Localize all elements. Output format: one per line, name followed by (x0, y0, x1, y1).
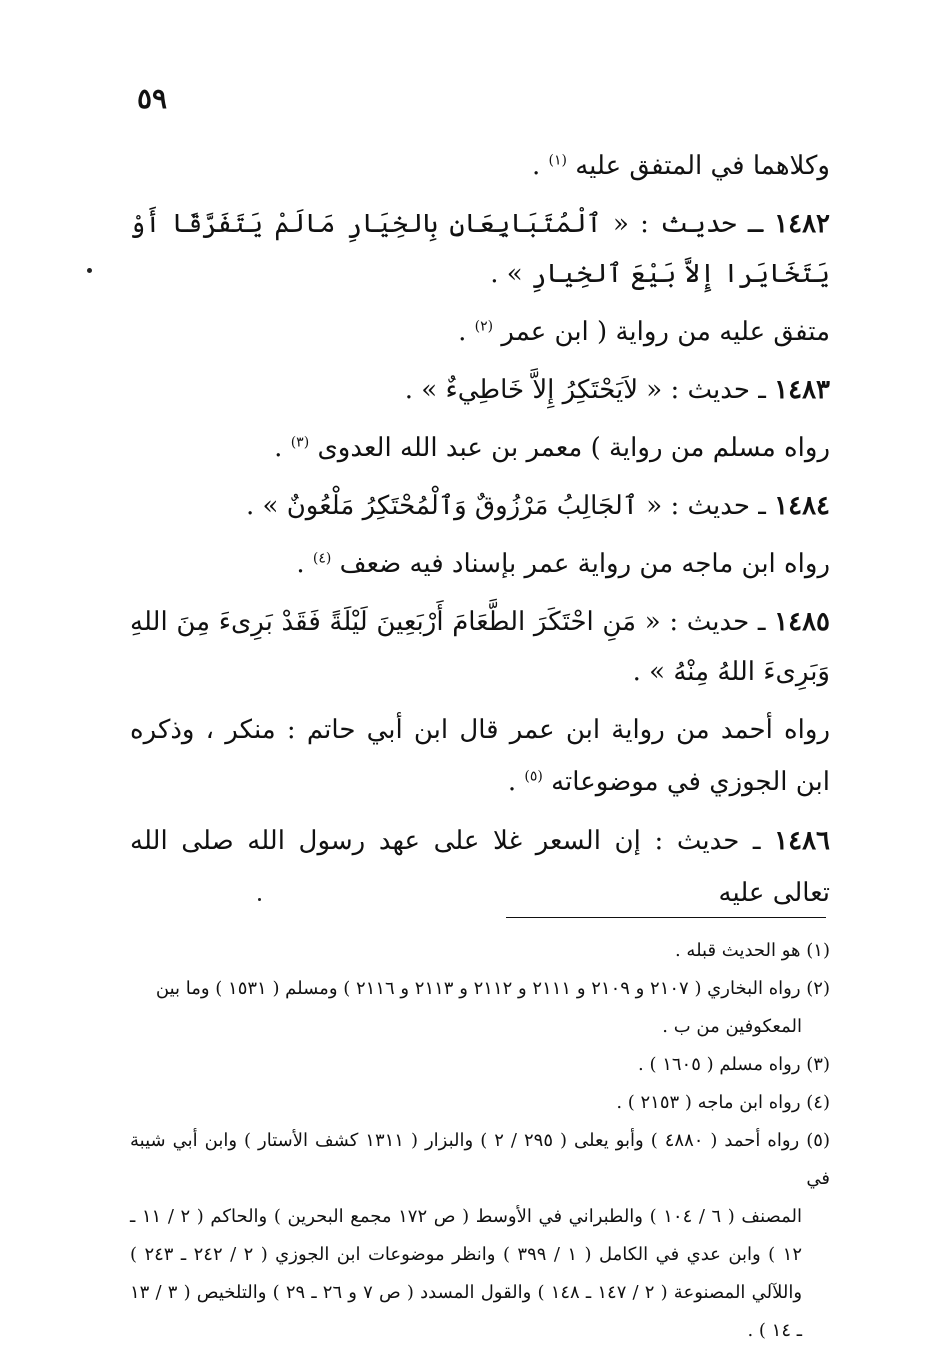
footnote-ref-3[interactable]: (٣) (290, 434, 310, 451)
footnote-label: (٢) (806, 978, 830, 999)
footnote-5: (٥) رواه أحمد ( ٤٨٨٠ ) وأبو يعلى ( ٢٩٥ / ٢ ) والبزار ( ١٣١١ كشف الأستار ) وابن أبي شيبة في المصنف ( ٦ / ١٠٤ ) والطبراني في الأوسط ( ص ١٧٢ مجمع البحرين ) والحاكم ( ٢ / ١١ ـ ١٢ ) وابن عدي في الكامل ( ١ / ٣٩٩ ) وانظر موضوعات ابن الجوزي ( ٢ / ٢٤٢ ـ ٢٤٣ ) واللآلي المصنوعة ( ٢ / ١٤٧ ـ ١٤٨ ) والقول المسدد ( ص ٧ و ٢٦ ـ ٢٩ ) والتلخيص ( ٣ / ١٣ ـ ١٤ ) . (130, 1130, 830, 1341)
hadith-number: ١٤٨٥ (774, 607, 830, 637)
hadith-1482: ١٤٨٢ ـ حديث : « ٱلْمُتَبَايِعَانِ بِالخِيَارِ مَالَمْ يَتَفَرَّقَا أَوْ يَتَخَايَرا إِلاَّ بَيْعَ ٱلخِيارِ » . (130, 209, 830, 289)
footnote-label: (٣) (806, 1054, 830, 1075)
footnote-4: (٤) رواه ابن ماجه ( ٢١٥٣ ) . (616, 1092, 830, 1113)
hadith-number: ١٤٨٦ (774, 826, 830, 856)
paragraph-9: رواه أحمد من رواية ابن عمر قال ابن أبي حاتم : منكر ، وذكره ابن الجوزي في موضوعاته $^{(٥)}$ . (130, 715, 830, 797)
hadith-1486: ١٤٨٦ ـ حديث : إن السعر غلا على عهد رسول الله صلى الله تعالى عليه (130, 826, 830, 908)
paragraph-1: وكلاهما في المتفق عليه $^{(١)}$ . (531, 151, 830, 181)
scan-speck (87, 268, 92, 273)
footnote-divider (506, 917, 826, 918)
hadith-1485: ١٤٨٥ ـ حديث : « مَنِ احْتَكَرَ الطَّعَامَ أَرْبَعِينَ لَيْلَةً فَقَدْ بَرِىءَ مِنَ اللهِ وَبَرِىءَ اللهُ مِنْهُ » . (130, 607, 830, 687)
scan-speck (258, 898, 261, 901)
footnote-label: (١) (806, 940, 830, 961)
footnote-label: (٤) (806, 1092, 830, 1113)
footnote-ref-5[interactable]: (٥) (524, 768, 543, 785)
hadith-number: ١٤٨٣ (774, 375, 830, 405)
paragraph-5: رواه مسلم من رواية ) معمر بن عبد الله العدوى $^{(٣)}$ . (274, 433, 830, 463)
footnote-ref-1[interactable]: (١) (548, 152, 567, 169)
hadith-1483: ١٤٨٣ ـ حديث : « لاَيَحْتَكِرُ إِلاَّ خَاطِيءٌ » . (404, 375, 830, 405)
hadith-number: ١٤٨٢ (774, 209, 830, 239)
hadith-number: ١٤٨٤ (774, 491, 830, 521)
footnote-ref-4[interactable]: (٤) (312, 550, 332, 567)
main-text (130, 140, 830, 926)
footnotes (130, 932, 830, 1350)
footnote-ref-2[interactable]: (٢) (474, 318, 494, 335)
paragraph-3: متفق عليه من رواية ( ابن عمر $^{(٢)}$ . (458, 317, 830, 347)
footnote-label: (٥) (806, 1130, 830, 1151)
page-number: ٥٩ (137, 82, 168, 115)
paragraph-7: رواه ابن ماجه من رواية عمر بإسناد فيه ضعف $^{(٤)}$ . (296, 549, 830, 579)
footnote-1: (١) هو الحديث قبله . (674, 940, 830, 961)
footnote-2: (٢) رواه البخاري ( ٢١٠٧ و ٢١٠٩ و ٢١١١ و ٢١١٢ و ٢١١٣ و ٢١١٦ ) ومسلم ( ١٥٣١ ) وما بين المعكوفين من ب . (155, 978, 830, 1037)
hadith-1484: ١٤٨٤ ـ حديث : « ٱلجَالِبُ مَرْزُوقٌ وَٱلْمُحْتَكِرُ مَلْعُونٌ » . (246, 491, 830, 521)
footnote-3: (٣) رواه مسلم ( ١٦٠٥ ) . (638, 1054, 830, 1075)
